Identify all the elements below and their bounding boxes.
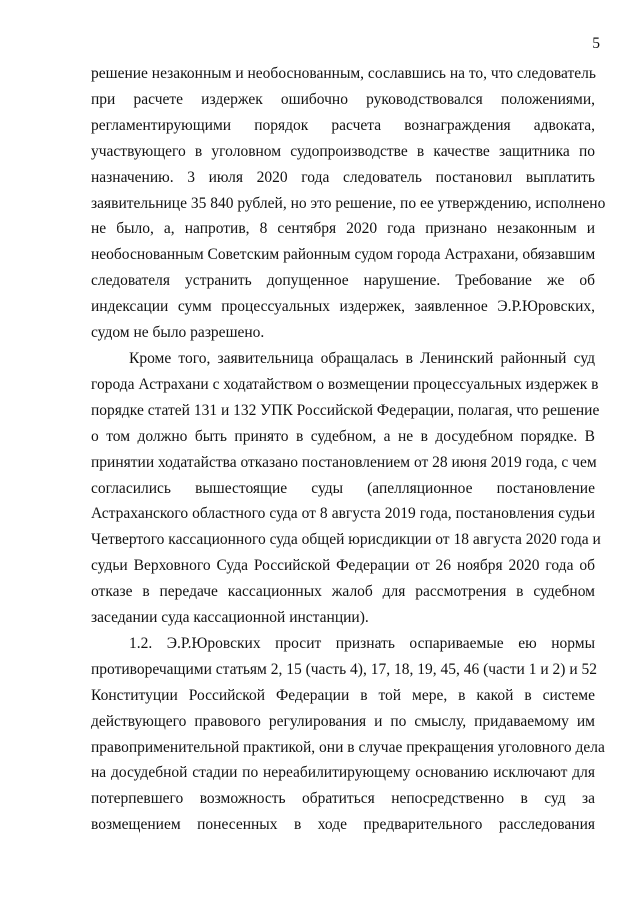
text-line: не было, а, напротив, 8 сентября 2020 года признано незаконным и — [91, 220, 595, 238]
text-line: порядке статей 131 и 132 УПК Российской Федерации, полагая, что решение — [91, 401, 600, 419]
text-line: отказе в передаче кассационных жалоб для рассмотрения в судебном — [91, 583, 595, 601]
text-line: при расчете издержек ошибочно руководствовался положениями, — [91, 90, 595, 108]
paragraph-2 — [91, 346, 601, 631]
text-line: Четвертого кассационного суда общей юрисдикции от 18 августа 2020 года и — [91, 531, 601, 549]
text-line: Конституции Российской Федерации в той мере, в какой в системе — [91, 686, 595, 704]
text-line: Кроме того, заявительница обращалась в Ленинский районный суд — [129, 349, 595, 367]
document-body — [91, 61, 606, 838]
text-line: необоснованным Советским районным судом города Астрахани, обязавшим — [91, 246, 596, 264]
text-line: судом не было разрешено. — [91, 324, 265, 342]
text-line: 1.2. Э.Р.Юровских просит признать оспариваемые ею нормы — [129, 634, 595, 652]
text-line: судьи Верховного Суда Российской Федерации от 26 ноября 2020 года об — [91, 557, 595, 575]
text-line: решение незаконным и необоснованным, сославшись на то, что следователь — [91, 65, 596, 82]
text-line: заявительнице 35 840 рублей, но это решение, по ее утверждению, исполнено — [91, 194, 606, 212]
text-line: согласились вышестоящие суды (апелляционное постановление — [91, 479, 595, 497]
text-line: о том должно быть принято в судебном, а не в досудебном порядке. В — [91, 427, 595, 445]
text-line: на досудебной стадии по нереабилитирующему основанию исключают для — [91, 764, 595, 782]
text-line: Астраханского областного суда от 8 августа 2019 года, постановления судьи — [91, 505, 595, 523]
text-line: возмещением понесенных в ходе предварительного расследования — [91, 816, 595, 834]
paragraph-3 — [91, 631, 605, 838]
text-line: индексации сумм процессуальных издержек, заявленное Э.Р.Юровских, — [91, 298, 595, 316]
text-line: правоприменительной практикой, они в случае прекращения уголовного дела — [91, 738, 605, 756]
text-line: следователя устранить допущенное нарушение. Требование же об — [91, 272, 595, 290]
paragraph-1 — [91, 61, 606, 346]
page-number: 5 — [592, 35, 600, 52]
text-line: потерпевшего возможность обратиться непосредственно в суд за — [91, 790, 595, 808]
text-line: регламентирующими порядок расчета вознаграждения адвоката, — [91, 116, 595, 134]
text-line: противоречащими статьям 2, 15 (часть 4), 17, 18, 19, 45, 46 (части 1 и 2) и 52 — [91, 660, 597, 678]
text-line: города Астрахани с ходатайством о возмещении процессуальных издержек в — [91, 375, 599, 393]
text-line: заседании суда кассационной инстанции). — [91, 609, 369, 627]
text-line: участвующего в уголовном судопроизводстве в качестве защитника по — [91, 142, 595, 160]
text-line: назначению. 3 июля 2020 года следователь постановил выплатить — [91, 168, 595, 186]
text-line: действующего правового регулирования и по смыслу, придаваемому им — [91, 712, 595, 730]
text-line: принятии ходатайства отказано постановлением от 28 июня 2019 года, с чем — [91, 453, 597, 471]
